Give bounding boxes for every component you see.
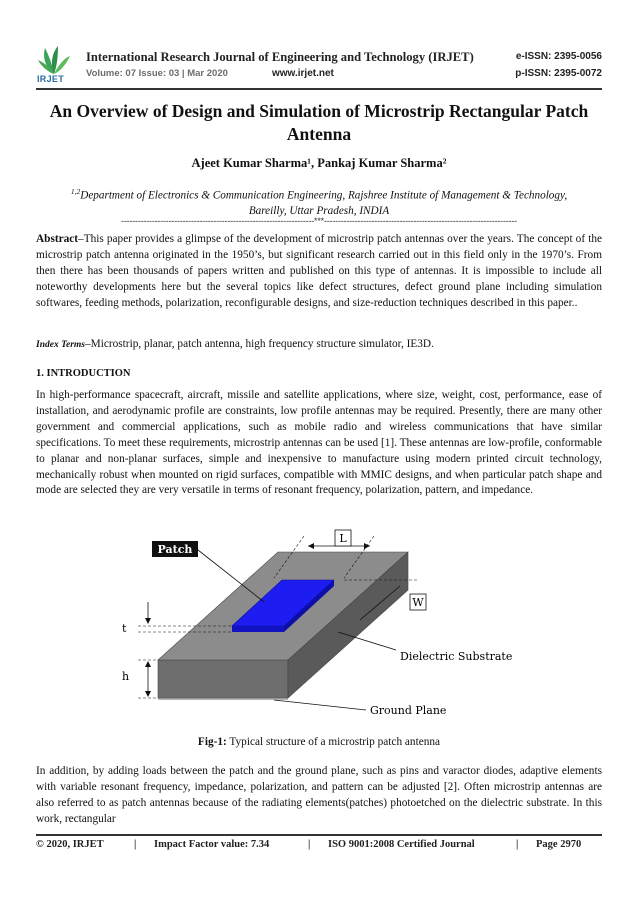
t-arrow-head: [145, 618, 151, 624]
section-heading: 1. INTRODUCTION: [36, 368, 131, 379]
authors: Ajeet Kumar Sharma¹, Pankaj Kumar Sharma²: [191, 156, 447, 170]
patch-front: [232, 626, 284, 632]
p-issn: p-ISSN: 2395-0072: [515, 68, 602, 79]
h-arrow-head-bottom: [145, 691, 151, 697]
patch-antenna-figure: [108, 528, 528, 724]
h-label: h: [122, 670, 130, 683]
index-terms: [36, 338, 602, 350]
volume-issue: Volume: 07 Issue: 03 | Mar 2020: [86, 68, 228, 79]
intro-paragraph: In high-performance spacecraft, aircraft, missile and satellite applications, where size, weight, cost, performance, ease of installation, and aerodynamic profile are constraints, low profile antennas may be required. Presently, there are many other government and commercial applications, such as mobile radio and wireless communications that have similar specifications. To meet these requirements, microstrip antennas can be used [1]. These antennas are low-profile, conformable to planar and non-planar surfaces, simple and inexpensive to manufacture using modern printed circuit technology, mechanically robust when mounted on rigid surfaces, compatible with MMIC designs, and when particular patch shape and mode are selected they are very versatile in terms of resonant frequency, polarization, pattern, and impedance.: [36, 389, 602, 497]
logo-text: IRJET: [37, 74, 65, 84]
abstract-label: Abstract: [36, 233, 79, 245]
page-footer: [36, 839, 602, 853]
website-link[interactable]: www.irjet.net: [272, 68, 334, 79]
index-terms-text: –Microstrip, planar, patch antenna, high frequency structure simulator, IE3D.: [85, 338, 434, 350]
paper-title: An Overview of Design and Simulation of Microstrip Rectangular Patch Antenna: [49, 101, 589, 144]
affiliation: [52, 184, 586, 220]
footer-iso: ISO 9001:2008 Certified Journal: [328, 839, 475, 850]
figure-caption: [36, 736, 602, 748]
t-label: t: [122, 622, 127, 635]
l-arrow-head-right: [364, 543, 370, 549]
caption-text: Typical structure of a microstrip patch antenna: [226, 736, 441, 748]
header-divider: [36, 88, 602, 90]
footer-separator: |: [134, 839, 137, 850]
footer-impact-factor: Impact Factor value: 7.34: [154, 839, 270, 850]
w-label: W: [412, 596, 424, 609]
index-terms-label: Index Terms: [36, 340, 86, 350]
h-arrow-head-top: [145, 661, 151, 667]
affiliation-sup: 1,2: [70, 187, 81, 196]
e-issn: e-ISSN: 2395-0056: [515, 51, 602, 62]
footer-page-number: Page 2970: [536, 839, 582, 850]
footer-divider: [36, 834, 602, 836]
second-paragraph: In addition, by adding loads between the patch and the ground plane, such as pins and varactor diodes, adaptive elements with variable resonant frequency, impedance, polarization, and pattern can be adjusted [2]. Often microstrip antennas are also referred to as patch antennas because of the radiating elements(patches) photoetched on the dielectric substrate. In this work, rectangular: [36, 765, 602, 825]
footer-copyright: © 2020, IRJET: [36, 839, 104, 850]
journal-header: [36, 44, 602, 88]
ground-label: Ground Plane: [370, 704, 447, 717]
footer-separator: |: [308, 839, 311, 850]
abstract: [36, 232, 602, 312]
l-arrow-head-left: [308, 543, 314, 549]
affiliation-text: Department of Electronics & Communication Engineering, Rajshree Institute of Management & Technology, Bareilly, Uttar Pradesh, INDIA: [80, 189, 568, 218]
l-label: L: [339, 532, 347, 545]
ground-leader: [274, 700, 366, 710]
dielectric-label: Dielectric Substrate: [400, 650, 513, 663]
journal-name: International Research Journal of Engineering and Technology (IRJET): [86, 50, 474, 64]
abstract-text: –This paper provides a glimpse of the development of microstrip patch antennas over the years. The concept of the microstrip patch antenna originated in the 1950’s, but significant research carried out in this field only in the 1970’s. From then there has been thousands of papers written and published on this type of antennas. It is impossible to include all noteworthy developments here but the several topics like defect structures, defect ground plane including simulation softwares, feeding methods, polarization, reconfigurable designs, and size-reduction techniques described in this paper..: [36, 233, 602, 309]
footer-separator: |: [516, 839, 519, 850]
caption-label: Fig-1:: [197, 736, 227, 748]
separator-line: ---------------------------------------------------------------------***---------------------------------------------------------------------: [121, 216, 517, 226]
patch-label: Patch: [157, 543, 193, 556]
substrate-front: [158, 660, 288, 698]
